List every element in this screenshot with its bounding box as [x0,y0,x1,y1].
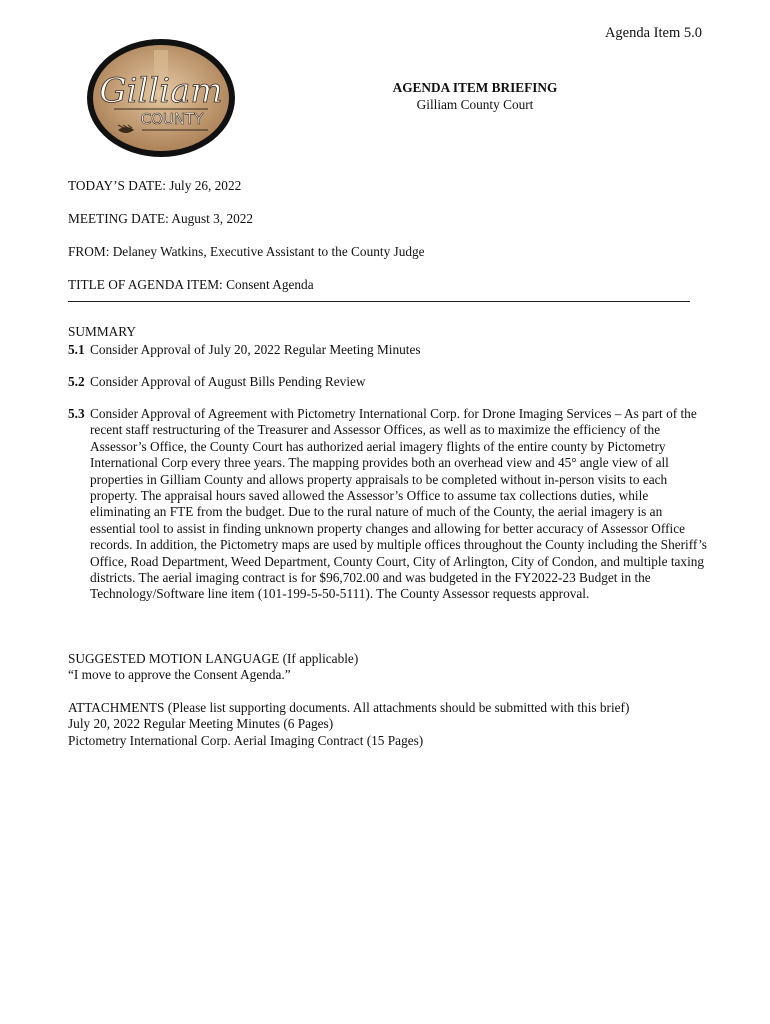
separator-line [68,301,690,302]
item-text: Consider Approval of July 20, 2022 Regular Meeting Minutes [90,342,421,357]
gilliam-county-logo [84,36,239,160]
motion-section [68,651,708,684]
attachments-section [68,700,708,749]
briefing-header [300,79,650,113]
attachments-heading: ATTACHMENTS (Please list supporting documents. All attachments should be submitted with this brief) [68,700,630,715]
summary-item [68,374,708,390]
svg-text:COUNTY: COUNTY [140,110,204,128]
item-number: 5.2 [68,374,85,389]
item-text: Consider Approval of Agreement with Pictometry International Corp. for Drone Imaging Services – As part of the recent staff restructuring of the Treasurer and Assessor Offices, as well as to maximize the efficiency of the Assessor’s Office, the County Court has authorized aerial imagery flights of the entire county by Pictometry International Corp every three years. The mapping provides both an overhead view and 45° angle view of all properties in Gilliam County and allows property appraisals to be completed without in-person visits to each property. The appraisal hours saved allowed the Assessor’s Office to assume tax collections duties, while eliminating an FTE from the budget. Due to the rural nature of much of the County, the aerial imagery is an essential tool to assist in finding unknown property changes and allowing for better accuracy of Assessor Office records. In addition, the Pictometry maps are used by multiple offices throughout the County including the Sheriff’s Office, Road Department, Weed Department, County Court, City of Arlington, City of Condon, and multiple taxing districts. The aerial imaging contract is for $96,702.00 and was budgeted in the FY2022-23 Budget in the Technology/Software line item (101-199-5-50-5111). The County Assessor requests approval. [90,406,707,602]
briefing-title: AGENDA ITEM BRIEFING [392,80,558,95]
summary-heading: SUMMARY [68,324,136,339]
svg-text:Gilliam: Gilliam [99,71,223,111]
summary-item [68,406,708,603]
motion-text: “I move to approve the Consent Agenda.” [68,667,291,683]
item-text: Consider Approval of August Bills Pending Review [90,374,366,389]
court-name: Gilliam County Court [416,97,534,112]
item-number: 5.3 [68,406,85,421]
motion-heading: SUGGESTED MOTION LANGUAGE (If applicable) [68,651,359,666]
attachment-item: Pictometry International Corp. Aerial Imaging Contract (15 Pages) [68,732,424,748]
meeting-date: MEETING DATE: August 3, 2022 [68,211,254,226]
todays-date: TODAY’S DATE: July 26, 2022 [68,178,242,193]
attachment-item: July 20, 2022 Regular Meeting Minutes (6 Pages) [68,716,334,732]
summary-item [68,342,708,358]
item-number: 5.1 [68,342,85,357]
agenda-item-title: TITLE OF AGENDA ITEM: Consent Agenda [68,277,314,292]
from-line: FROM: Delaney Watkins, Executive Assistant to the County Judge [68,244,425,259]
agenda-item-number: Agenda Item 5.0 [604,25,702,41]
